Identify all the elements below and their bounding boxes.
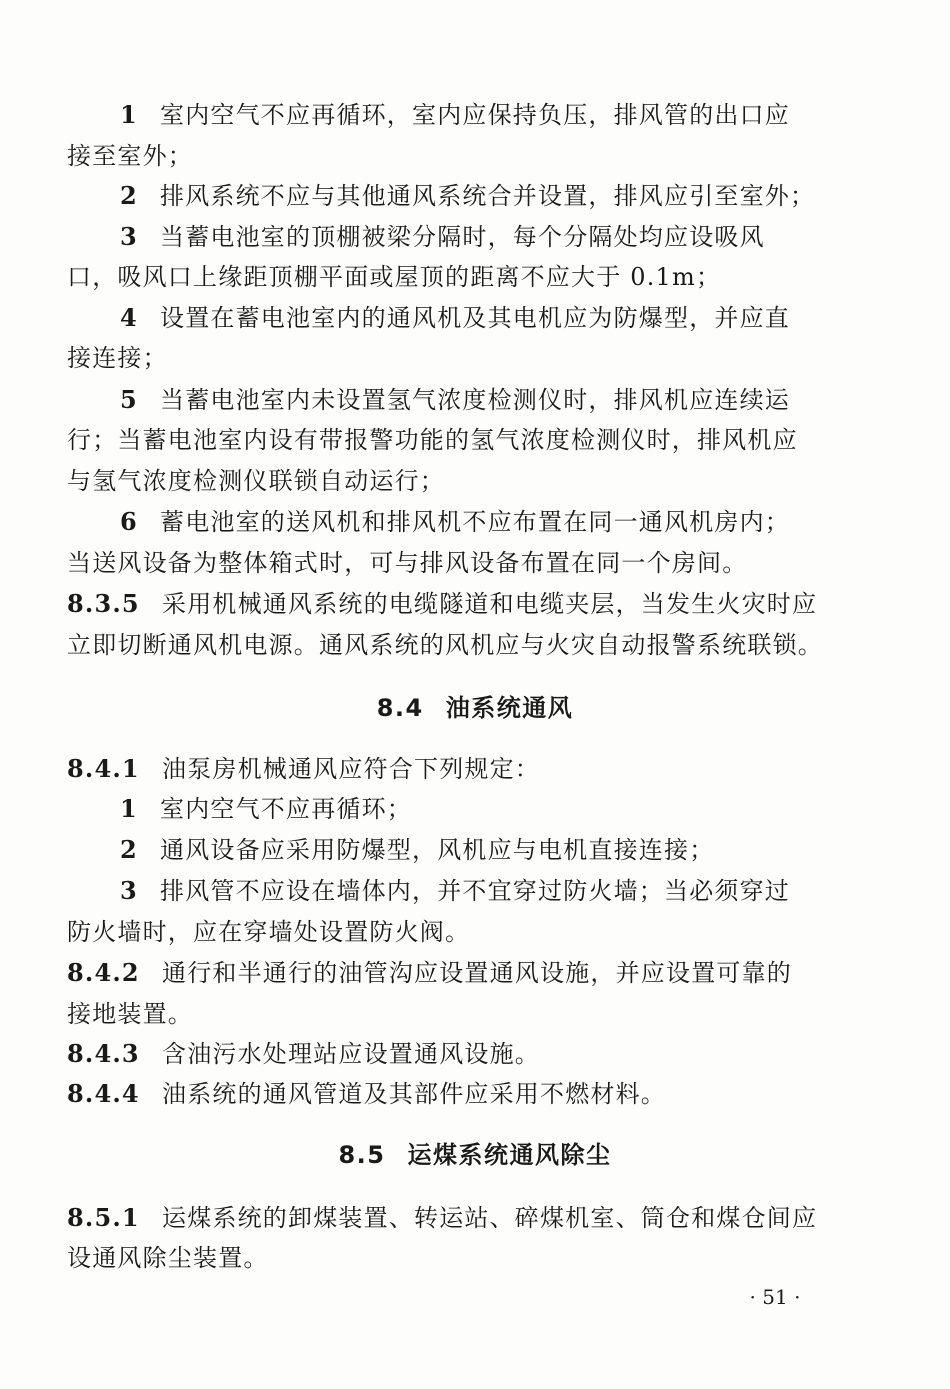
section-heading-8-5 xyxy=(0,1135,950,1175)
item-text: 当蓄电池室的顶棚被梁分隔时，每个分隔处均应设吸风 xyxy=(160,223,765,251)
list-item xyxy=(120,502,835,542)
item-text: 通风设备应采用防爆型，风机应与电机直接连接； xyxy=(160,836,715,864)
item-continuation: 接至室外； xyxy=(67,142,193,170)
clause-8-3-5 xyxy=(67,584,835,624)
list-item xyxy=(120,217,835,257)
item-text: 室内空气不应再循环； xyxy=(160,795,412,823)
item-number: 2 xyxy=(120,181,138,210)
clause-number: 8.3.5 xyxy=(67,589,140,618)
clause-8-4-3 xyxy=(67,1034,835,1074)
item-number: 1 xyxy=(120,794,138,823)
clause-8-4-2 xyxy=(67,953,835,993)
item-continuation: 防火墙时，应在穿墙处设置防火阀。 xyxy=(67,918,471,946)
item-text: 排风系统不应与其他通风系统合并设置，排风应引至室外； xyxy=(160,182,816,210)
clause-text: 油系统的通风管道及其部件应采用不燃材料。 xyxy=(162,1080,666,1108)
list-item xyxy=(120,380,835,420)
clause-8-5-1 xyxy=(67,1198,835,1238)
item-text: 设置在蓄电池室内的通风机及其电机应为防爆型，并应直 xyxy=(160,304,790,332)
item-text: 当蓄电池室内未设置氢气浓度检测仪时，排风机应连续运 xyxy=(160,386,790,414)
item-number: 5 xyxy=(120,385,138,414)
item-continuation: 当送风设备为整体箱式时，可与排风设备布置在同一个房间。 xyxy=(67,549,748,577)
section-heading-8-4 xyxy=(0,688,950,728)
item-number: 6 xyxy=(120,507,138,536)
section-title: 油系统通风 xyxy=(445,694,574,722)
clause-number: 8.4.1 xyxy=(67,754,140,783)
item-continuation: 行；当蓄电池室内设有带报警功能的氢气浓度检测仪时，排风机应 xyxy=(67,426,798,454)
clause-text: 运煤系统的卸煤装置、转运站、碎煤机室、筒仓和煤仓间应 xyxy=(162,1204,818,1232)
clause-text: 油泵房机械通风应符合下列规定： xyxy=(162,755,540,783)
clause-number: 8.5.1 xyxy=(67,1203,140,1232)
clause-8-4-1 xyxy=(67,749,835,789)
section-number: 8.4 xyxy=(376,694,424,722)
item-number: 3 xyxy=(120,222,138,251)
clause-8-4-4 xyxy=(67,1074,835,1114)
clause-text: 采用机械通风系统的电缆隧道和电缆夹层，当发生火灾时应 xyxy=(162,590,818,618)
item-number: 1 xyxy=(120,100,138,129)
list-item xyxy=(120,176,835,216)
section-title: 运煤系统通风除尘 xyxy=(407,1141,612,1169)
item-text: 蓄电池室的送风机和排风机不应布置在同一通风机房内； xyxy=(160,508,790,536)
item-continuation: 口，吸风口上缘距顶棚平面或屋顶的距离不应大于 0.1m； xyxy=(67,263,722,291)
clause-continuation: 设通风除尘装置。 xyxy=(67,1244,269,1272)
clause-continuation: 立即切断通风机电源。通风系统的风机应与火灾自动报警系统联锁。 xyxy=(67,631,823,659)
list-item xyxy=(120,789,835,829)
clause-number: 8.4.3 xyxy=(67,1039,140,1068)
list-item xyxy=(120,830,835,870)
item-continuation: 接连接； xyxy=(67,344,168,372)
page-number: · 51 · xyxy=(749,1285,801,1309)
item-number: 2 xyxy=(120,835,138,864)
list-item xyxy=(120,871,835,911)
clause-number: 8.4.4 xyxy=(67,1079,140,1108)
section-number: 8.5 xyxy=(338,1141,386,1169)
list-item xyxy=(120,298,835,338)
list-item xyxy=(120,95,835,135)
item-number: 3 xyxy=(120,876,138,905)
item-text: 排风管不应设在墙体内，并不宜穿过防火墙；当必须穿过 xyxy=(160,877,790,905)
item-text: 室内空气不应再循环，室内应保持负压，排风管的出口应 xyxy=(160,101,790,129)
item-number: 4 xyxy=(120,303,138,332)
clause-text: 含油污水处理站应设置通风设施。 xyxy=(162,1040,540,1068)
item-continuation: 与氢气浓度检测仪联锁自动运行； xyxy=(67,467,445,495)
clause-continuation: 接地装置。 xyxy=(67,1000,193,1028)
clause-number: 8.4.2 xyxy=(67,958,140,987)
clause-text: 通行和半通行的油管沟应设置通风设施，并应设置可靠的 xyxy=(162,959,792,987)
